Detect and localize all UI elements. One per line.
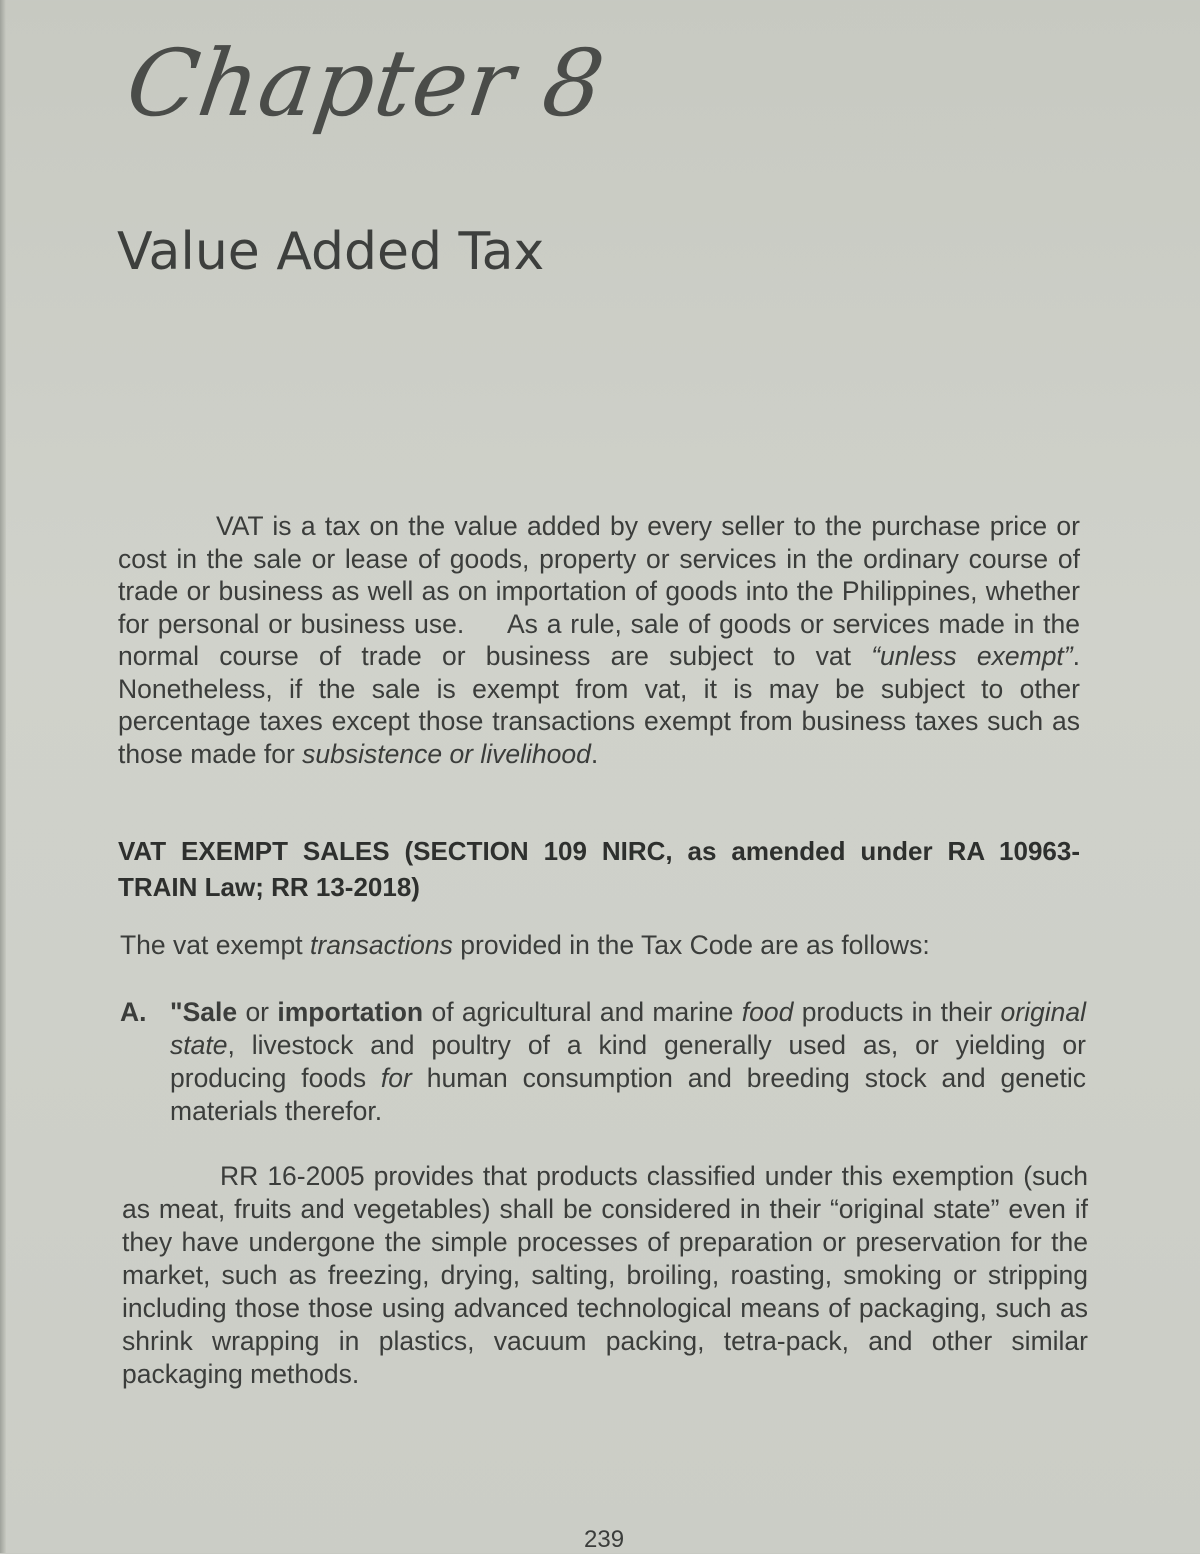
item-a-italic-original-state: original state	[170, 997, 1086, 1060]
section-lead	[120, 930, 930, 961]
list-item-a-text	[170, 996, 1086, 1128]
intro-italic-subsistence: subsistence or livelihood	[302, 738, 591, 769]
page-number: 239	[584, 1526, 625, 1553]
item-a-bold-sale: Sale	[182, 997, 238, 1027]
item-a-text-3: products in their	[793, 997, 1001, 1027]
chapter-title: Value Added Tax	[117, 222, 545, 282]
item-a-quote: "	[170, 997, 183, 1027]
intro-text-2: As a rule, sale of goods or services made in the normal course of trade or business are subject to vat	[118, 608, 1080, 671]
list-marker-a: A.	[120, 997, 147, 1027]
item-a-text-5: human consumption and breeding stock and genetic materials therefor.	[170, 1063, 1086, 1126]
item-a-text-4: , livestock and poultry of a kind generally used as, or yielding or producing foods	[170, 1030, 1086, 1093]
intro-text-3: . Nonetheless, if the sale is exempt from vat, it is may be subject to other percentage taxes except those transactions exempt from business taxes such as those made for	[118, 641, 1080, 769]
page-edge	[0, 0, 6, 1553]
rr-paragraph: RR 16-2005 provides that products classified under this exemption (such as meat, fruits and vegetables) shall be considered in their “original state” even if they have undergone the simple processes of preparation or preservation for the market, such as freezing, drying, salting, broiling, roasting, smoking or stripping including those those using advanced technological means of packaging, such as shrink wrapping in plastics, vacuum packing, tetra-pack, and other similar packaging methods.	[122, 1161, 1088, 1389]
lead-text-before: The vat exempt	[120, 930, 311, 960]
item-a-bold-importation: importation	[277, 997, 424, 1027]
lead-italic: transactions	[310, 930, 453, 960]
item-a-italic-food: food	[741, 997, 794, 1027]
item-a-text-2: of agricultural and marine	[423, 997, 742, 1027]
item-a-italic-for: for	[380, 1063, 412, 1093]
item-a-text-1: or	[237, 997, 278, 1027]
lead-text-after: provided in the Tax Code are as follows:	[452, 930, 930, 960]
intro-text-end: .	[590, 738, 599, 769]
list-item-a	[120, 996, 1086, 1128]
intro-paragraph	[118, 510, 1080, 770]
chapter-label: Chapter 8	[120, 30, 612, 137]
section-heading: VAT EXEMPT SALES (SECTION 109 NIRC, as amended under RA 10963-TRAIN Law; RR 13-2018)	[118, 836, 1080, 902]
intro-text-1: VAT is a tax on the value added by every seller to the purchase price or cost in the sale or lease of goods, property or services in the ordinary course of trade or business as well as on importation of goods into the Philippines, whether for personal or business use.	[118, 511, 1080, 639]
intro-italic-unless-exempt: “unless exempt”	[871, 641, 1073, 671]
